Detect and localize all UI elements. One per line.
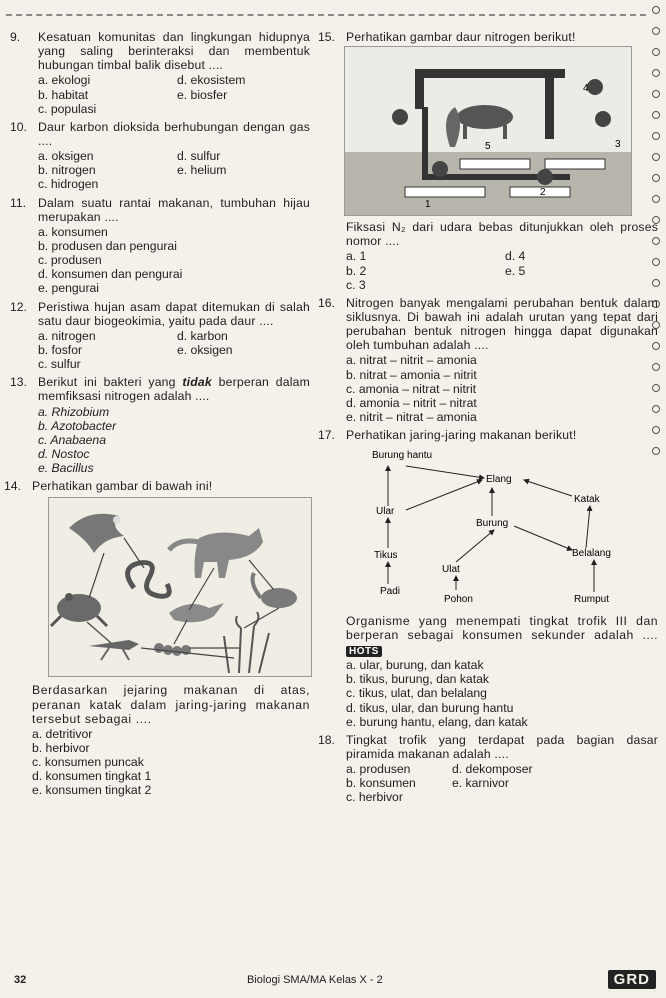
question-16	[318, 296, 658, 424]
option-a[interactable]: a. Rhizobium	[38, 404, 110, 419]
bacteria-icon	[432, 161, 448, 177]
option-c[interactable]: c. 3	[346, 277, 366, 292]
node-elang: Elang	[486, 474, 512, 486]
emphasis-text: tidak	[182, 375, 212, 390]
question-stem: Berdasarkan jejaring makanan di atas, peranan katak dalam jaring-jaring makanan tersebut sebagai ....	[32, 683, 310, 726]
option-c[interactable]: c. Anabaena	[38, 432, 106, 447]
option-d[interactable]: d. sulfur	[177, 149, 221, 164]
option-c[interactable]: c. konsumen puncak	[32, 755, 144, 770]
option-e[interactable]: e. oksigen	[177, 342, 233, 357]
question-number: 16.	[318, 295, 335, 310]
bacteria-icon	[587, 79, 603, 95]
option-e[interactable]: e. konsumen tingkat 2	[32, 783, 152, 798]
process-label-4: 4	[583, 83, 589, 95]
option-e[interactable]: e. karnivor	[452, 776, 509, 791]
option-c[interactable]: c. sulfur	[38, 357, 81, 372]
question-stem: Organisme yang menempati tingkat trofik III dan berperan sebagai konsumen sekunder adalah .... HOTS	[346, 614, 658, 657]
option-e[interactable]: e. Bacillus	[38, 461, 94, 476]
option-b[interactable]: b. produsen dan pengurai	[38, 238, 177, 253]
option-b[interactable]: b. nitrat – amonia – nitrit	[346, 367, 477, 382]
option-c[interactable]: c. produsen	[38, 253, 102, 268]
option-a[interactable]: a. ular, burung, dan katak	[346, 658, 484, 673]
option-c[interactable]: c. tikus, ulat, dan belalang	[346, 686, 487, 701]
question-17-continued	[318, 614, 658, 729]
option-a[interactable]: a. oksigen	[38, 149, 94, 164]
option-c[interactable]: c. amonia – nitrat – nitrit	[346, 381, 477, 396]
snake-icon	[128, 563, 170, 597]
question-18	[318, 733, 658, 805]
question-number: 9.	[10, 30, 21, 44]
question-number: 10.	[10, 119, 27, 134]
question-14	[4, 479, 310, 493]
process-label-3: 3	[615, 139, 621, 151]
bacteria-icon	[392, 109, 408, 125]
page-number: 32	[14, 974, 27, 986]
page-footer	[0, 970, 666, 998]
process-label-1: 1	[425, 199, 431, 211]
option-c[interactable]: c. herbivor	[346, 790, 403, 805]
node-pohon: Pohon	[444, 594, 473, 606]
node-ular: Ular	[376, 506, 395, 518]
question-15	[318, 30, 658, 44]
question-number: 14.	[4, 479, 21, 494]
option-e[interactable]: e. biosfer	[177, 87, 228, 102]
option-b[interactable]: b. tikus, burung, dan katak	[346, 672, 489, 687]
bacteria-icon	[595, 111, 611, 127]
option-a[interactable]: a. produsen	[346, 762, 411, 777]
hots-badge: HOTS	[346, 646, 382, 657]
option-d[interactable]: d. 4	[505, 249, 526, 264]
plant-icon	[224, 612, 269, 673]
node-burung-hantu: Burung hantu	[372, 450, 433, 462]
question-stem: Peristiwa hujan asam dapat ditemukan di salah satu daur biogeokimia, yaitu pada daur ....	[38, 299, 310, 328]
grasshopper-icon	[89, 640, 139, 660]
frog-icon	[51, 593, 107, 626]
question-stem: Perhatikan jaring-jaring makanan berikut!	[346, 428, 577, 443]
question-stem: Fiksasi N₂ dari udara bebas ditunjukkan oleh proses nomor ....	[346, 220, 658, 249]
question-number: 12.	[10, 299, 27, 314]
question-11	[10, 196, 310, 296]
bacteria-icon	[537, 169, 553, 185]
right-column	[318, 30, 658, 809]
option-d[interactable]: d. tikus, ular, dan burung hantu	[346, 700, 514, 715]
food-web-diagram	[344, 444, 632, 610]
option-d[interactable]: d. konsumen tingkat 1	[32, 769, 152, 784]
option-d[interactable]: d. karbon	[177, 328, 228, 343]
question-number: 15.	[318, 30, 335, 44]
question-10	[10, 120, 310, 192]
option-a[interactable]: a. detritivor	[32, 726, 93, 741]
node-rumput: Rumput	[574, 594, 610, 606]
book-title: Biologi SMA/MA Kelas X - 2	[247, 974, 383, 986]
food-web-arrows	[87, 538, 279, 658]
fox-icon	[169, 528, 263, 578]
eagle-icon	[69, 514, 124, 553]
option-d[interactable]: d. konsumen dan pengurai	[38, 267, 183, 282]
bird-icon	[169, 603, 224, 622]
question-14-continued	[4, 683, 310, 797]
question-9	[10, 30, 310, 116]
option-d[interactable]: d. dekomposer	[452, 762, 533, 777]
question-stem: Dalam suatu rantai makanan, tumbuhan hijau merupakan ....	[38, 195, 310, 224]
node-katak: Katak	[574, 494, 600, 506]
option-e[interactable]: e. nitrit – nitrat – amonia	[346, 409, 477, 424]
question-15-continued	[318, 220, 658, 292]
option-a[interactable]: a. nitrogen	[38, 328, 96, 343]
option-e[interactable]: e. helium	[177, 163, 227, 178]
top-dashed-line	[6, 14, 646, 17]
option-a[interactable]: a. ekologi	[38, 73, 91, 88]
node-ulat: Ulat	[442, 564, 460, 576]
option-e[interactable]: e. burung hantu, elang, dan katak	[346, 714, 528, 729]
option-e[interactable]: e. 5	[505, 263, 526, 278]
process-label-2: 2	[540, 187, 546, 199]
option-a[interactable]: a. nitrat – nitrit – amonia	[346, 353, 477, 368]
option-b[interactable]: b. fosfor	[38, 342, 83, 357]
node-tikus: Tikus	[374, 550, 398, 562]
question-stem: Tingkat trofik yang terdapat pada bagian dasar piramida makanan adalah ....	[346, 732, 658, 761]
question-13	[10, 375, 310, 475]
option-a[interactable]: a. konsumen	[38, 224, 108, 239]
option-b[interactable]: b. habitat	[38, 87, 89, 102]
option-d[interactable]: d. ekosistem	[177, 73, 246, 88]
option-b[interactable]: b. konsumen	[346, 776, 416, 791]
option-b[interactable]: b. 2	[346, 263, 367, 278]
question-number: 11.	[10, 195, 27, 210]
option-b[interactable]: b. herbivor	[32, 740, 90, 755]
question-number: 13.	[10, 375, 27, 390]
option-d[interactable]: d. Nostoc	[38, 446, 90, 461]
question-stem: Kesatuan komunitas dan lingkungan hidupnya yang saling berinteraksi dan membentuk hubungan timbal balik disebut ....	[38, 30, 310, 73]
mouse-icon	[253, 573, 297, 608]
option-b[interactable]: b. Azotobacter	[38, 418, 117, 433]
question-stem: Daur karbon dioksida berhubungan dengan gas ....	[38, 119, 310, 148]
question-number: 18.	[318, 732, 335, 747]
option-b[interactable]: b. nitrogen	[38, 163, 96, 178]
food-web-picture	[48, 497, 312, 677]
question-stem: Perhatikan gambar daur nitrogen berikut!	[346, 30, 576, 44]
process-label-5: 5	[485, 141, 491, 153]
question-17	[318, 428, 658, 442]
node-belalang: Belalang	[572, 548, 611, 560]
publisher-logo: GRD	[608, 970, 656, 989]
nitrogen-cycle-diagram	[344, 46, 632, 216]
node-padi: Padi	[380, 586, 401, 598]
question-number: 17.	[318, 428, 335, 443]
question-stem: Perhatikan gambar di bawah ini!	[32, 479, 213, 494]
question-stem: Berikut ini bakteri yang tidak berperan dalam memfiksasi nitrogen adalah ....	[38, 375, 310, 404]
option-c[interactable]: c. populasi	[38, 101, 97, 116]
left-column	[4, 30, 310, 801]
option-c[interactable]: c. hidrogen	[38, 177, 99, 192]
option-e[interactable]: e. pengurai	[38, 281, 99, 296]
question-12	[10, 300, 310, 372]
node-burung: Burung	[476, 518, 509, 530]
option-a[interactable]: a. 1	[346, 249, 367, 264]
question-stem: Nitrogen banyak mengalami perubahan bentuk dalam siklusnya. Di bawah ini adalah urutan yang tepat dari perubahan bentuk nitrogen hingga dapat digunakan oleh tumbuhan adalah ....	[346, 295, 658, 353]
option-d[interactable]: d. amonia – nitrit – nitrat	[346, 395, 477, 410]
